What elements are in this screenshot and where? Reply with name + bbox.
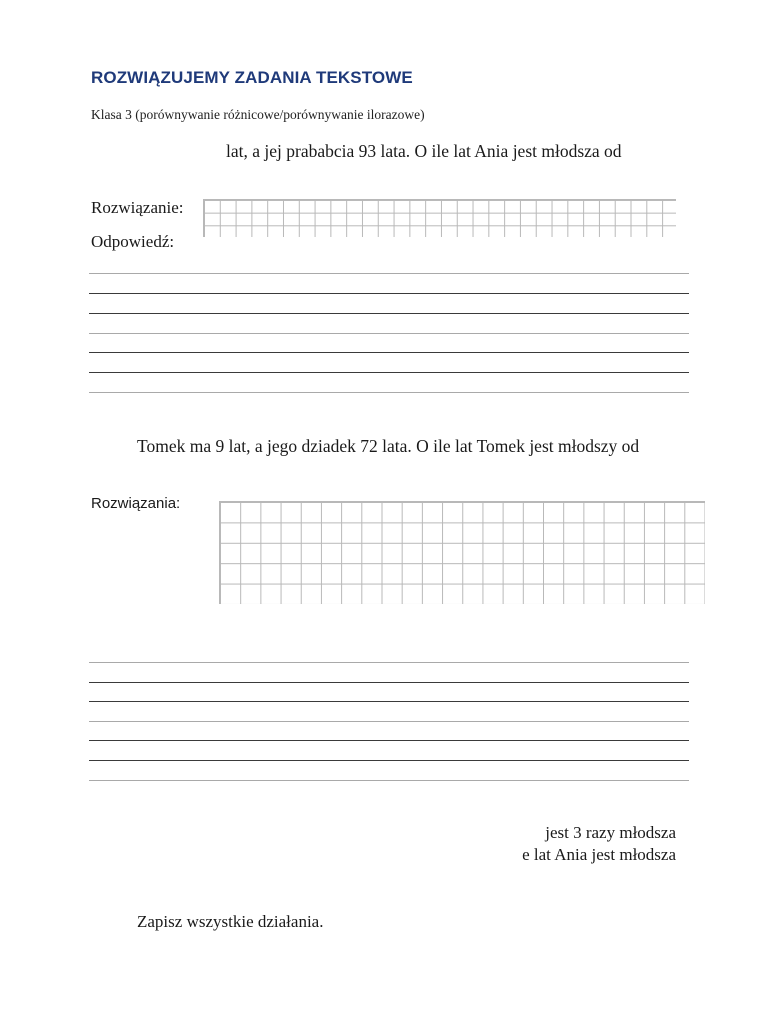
- page-title: ROZWIĄZUJEMY ZADANIA TEKSTOWE: [91, 68, 413, 87]
- writing-line: [89, 273, 689, 274]
- task2-solution-grid[interactable]: [219, 501, 705, 604]
- task2-text: Tomek ma 9 lat, a jego dziadek 72 lata. O ile lat Tomek jest młodszy od: [137, 436, 640, 456]
- task2-answer-lines[interactable]: [89, 662, 689, 784]
- task1-solution-label: Rozwiązanie:: [91, 198, 184, 217]
- task1-text: lat, a jej prababcia 93 lata. O ile lat Ania jest młodsza od: [226, 141, 622, 161]
- writing-line: [89, 721, 689, 722]
- writing-line: [89, 293, 689, 294]
- task2-solution-label: Rozwiązania:: [91, 495, 181, 512]
- task1-answer-lines[interactable]: [89, 273, 689, 395]
- writing-line: [89, 662, 689, 663]
- writing-line: [89, 352, 689, 353]
- writing-line: [89, 333, 689, 334]
- writing-line: [89, 392, 689, 393]
- writing-line: [89, 760, 689, 761]
- instruction-text: Zapisz wszystkie działania.: [137, 912, 324, 931]
- writing-line: [89, 682, 689, 683]
- writing-line: [89, 780, 689, 781]
- task3-text-line1: jest 3 razy młodsza: [545, 823, 676, 842]
- writing-line: [89, 701, 689, 702]
- writing-line: [89, 313, 689, 314]
- task3-text-line2: e lat Ania jest młodsza: [522, 845, 676, 864]
- task1-answer-label: Odpowiedź:: [91, 232, 175, 251]
- writing-line: [89, 372, 689, 373]
- writing-line: [89, 740, 689, 741]
- task1-solution-grid[interactable]: [203, 199, 676, 237]
- page-subtitle: Klasa 3 (porównywanie różnicowe/porównywanie ilorazowe): [91, 107, 425, 122]
